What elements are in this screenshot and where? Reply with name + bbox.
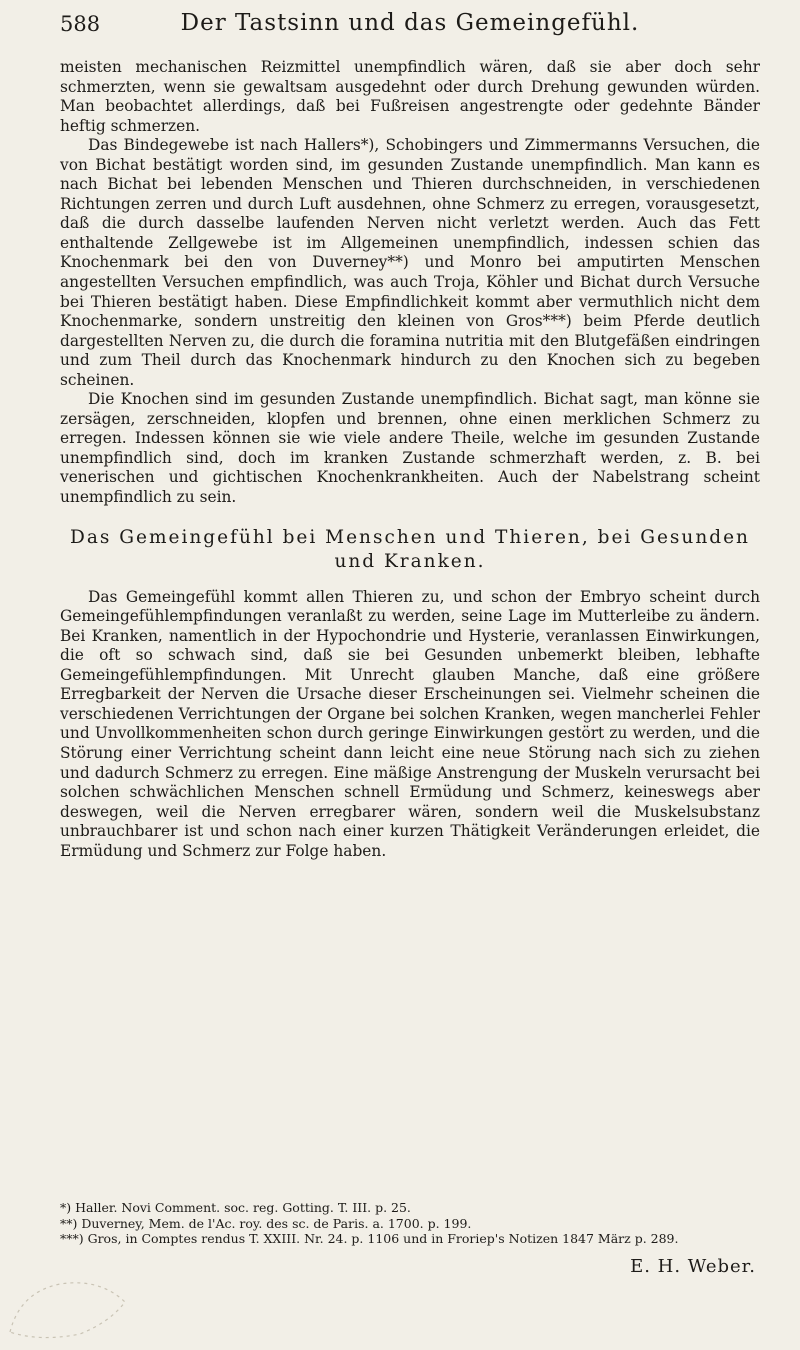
section-heading: Das Gemeingefühl bei Menschen und Thieren, bei Gesunden und Kranken. xyxy=(70,526,750,572)
footnote-duverney: **) Duverney, Mem. de l'Ac. roy. des sc. de Paris. a. 1700. p. 199. xyxy=(60,1215,472,1231)
page-header xyxy=(60,6,760,42)
footnotes xyxy=(60,1200,760,1247)
paragraph-bindegewebe: Das Bindegewebe ist nach Hallers*), Schobingers und Zimmermanns Versuchen, die von Bichat bestätigt worden sind, im gesunden Zustande unempfindlich. Man kann es nach Bichat bei lebenden Menschen und Thieren durchschneiden, in verschiedenen Richtungen zerren und durch Luft ausdehnen, ohne Schmerz zu erregen, vorausgesetzt, daß die durch dasselbe laufenden Nerven nicht verletzt werden. Auch das Fett enthaltende Zellgewebe ist im Allgemeinen unempfindlich, indessen schien das Knochenmark bei den von Duverney**) und Monro bei amputirten Menschen angestellten Versuchen empfindlich, was auch Troja, Köhler und Bichat durch Versuche bei Thieren bestätigt haben. Diese Empfindlichkeit kommt aber vermuthlich nicht dem Knochenmarke, sondern unstreitig den kleinen von Gros***) beim Pferde deutlich dargestellten Nerven zu, die durch die foramina nutritia mit den Blutgefäßen eindringen und zum Theil durch das Knochenmark hindurch zu den Knochen sich zu begeben scheinen. xyxy=(60,136,760,389)
paragraph-continuation: meisten mechanischen Reizmittel unempfindlich wären, daß sie aber doch sehr schmerzten, wenn sie gewaltsam ausgedehnt oder durch Drehung gewunden würden. Man beobachtet allerdings, daß bei Fußreisen angestrengte oder gedehnte Bänder heftig schmerzen. xyxy=(60,58,760,135)
running-title: Der Tastsinn und das Gemeingefühl. xyxy=(180,10,640,36)
footnote-gros: ***) Gros, in Comptes rendus T. XXIII. Nr. 24. p. 1106 und in Froriep's Notizen 1847 März p. 289. xyxy=(60,1231,679,1246)
footnote-haller: *) Haller. Novi Comment. soc. reg. Gotting. T. III. p. 25. xyxy=(60,1200,411,1215)
paragraph-gemeingefuehl: Das Gemeingefühl kommt allen Thieren zu, und schon der Embryo scheint durch Gemeingefühlempfindungen veranlaßt zu werden, seine Lage im Mutterleibe zu ändern. Bei Kranken, namentlich in der Hypochondrie und Hysterie, veranlassen Einwirkungen, die oft so schwach sind, daß sie bei Gesunden unbemerkt bleiben, lebhafte Gemeingefühlempfindungen. Mit Unrecht glauben Manche, daß eine größere Erregbarkeit der Nerven die Ursache dieser Erscheinungen sei. Vielmehr scheinen die verschiedenen Verrichtungen der Organe bei solchen Kranken, wegen mancherlei Fehler und Unvollkommenheiten schon durch geringe Einwirkungen gestört zu werden, und die Störung einer Verrichtung scheint dann leicht eine neue Störung nach sich zu ziehen und dadurch Schmerz zu erregen. Eine mäßige Anstrengung der Muskeln verursacht bei solchen schwächlichen Menschen schnell Ermüdung und Schmerz, keineswegs aber deswegen, weil die Nerven erregbarer wären, sondern weil die Muskelsubstanz unbrauchbarer ist und schon nach einer kurzen Thätigkeit Veränderungen erleidet, die Ermüdung und Schmerz zur Folge haben. xyxy=(60,587,760,860)
page-number: 588 xyxy=(60,12,101,36)
body-text xyxy=(60,58,760,861)
author-signature: E. H. Weber. xyxy=(630,1256,756,1277)
book-page xyxy=(60,0,760,1350)
paragraph-knochen: Die Knochen sind im gesunden Zustande unempfindlich. Bichat sagt, man könne sie zersägen, zerschneiden, klopfen und brennen, ohne einen merklichen Schmerz zu erregen. Indessen können sie wie viele andere Theile, welche im gesunden Zustande unempfindlich sind, doch im kranken Zustande schmerzhaft werden, z. B. bei venerischen und gichtischen Knochenkrankheiten. Auch der Nabelstrang scheint unempfindlich zu sein. xyxy=(60,390,760,507)
